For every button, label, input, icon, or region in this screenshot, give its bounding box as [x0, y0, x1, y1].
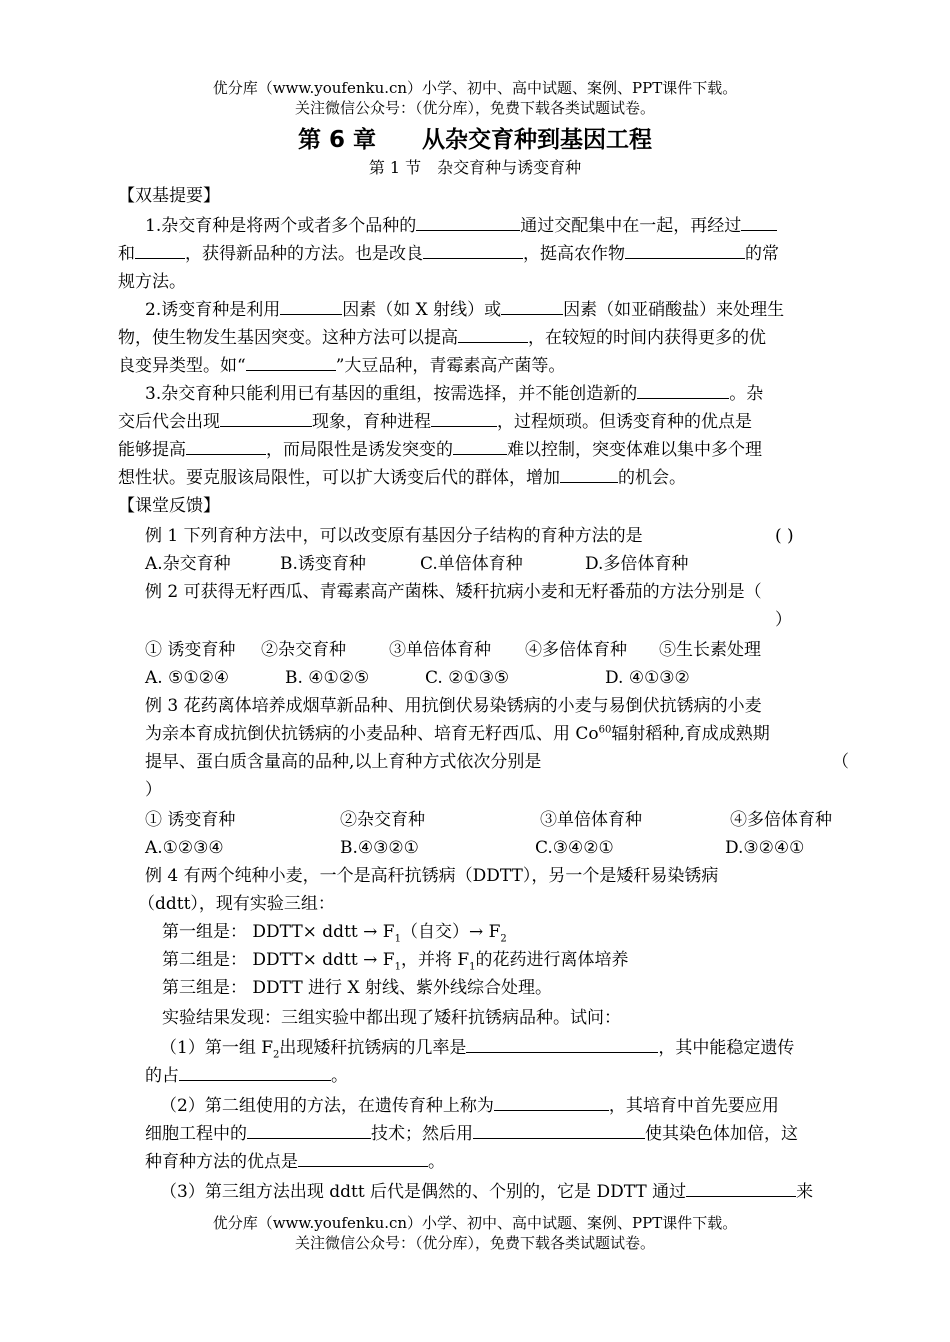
q3-line-4	[118, 465, 823, 491]
ex2-stem: 例 2 可获得无籽西瓜、青霉素高产菌株、矮秆抗病小麦和无籽番茄的方法分别是（	[145, 582, 762, 602]
q2-blank-2[interactable]	[501, 297, 563, 315]
ex2-item-1: ① 诱变育种	[145, 640, 236, 660]
ex4-p2-text-f: 种育种方法的优点是	[145, 1152, 298, 1172]
ex2-option-d[interactable]: D. ④①③②	[605, 668, 690, 688]
ex3-line-2	[145, 721, 850, 747]
q3-text-a: 3.杂交育种只能利用已有基因的重组，按需选择，并不能创造新的	[145, 384, 638, 404]
section-title: 第 1 节 杂交育种与诱变育种	[368, 158, 582, 177]
ex4-g2-sub2: 1	[469, 961, 476, 973]
section-basics-heading: 【双基提要】	[118, 186, 220, 206]
q3-text-b: 。杂	[729, 384, 764, 404]
ex4-part3-line-1	[160, 1179, 865, 1205]
ex4-g1-text: 第一组是： DDTT× ddtt → F	[162, 922, 395, 942]
ex3-options	[145, 835, 850, 861]
ex4-g1-sub2: 2	[500, 933, 507, 945]
ex4-p1-text-e: 。	[331, 1066, 348, 1086]
q1-text-e: ，挺高农作物	[523, 244, 625, 264]
ex2-items	[145, 637, 850, 663]
q3-blank-2[interactable]	[220, 409, 312, 427]
q3-blank-4[interactable]	[186, 437, 266, 455]
ex3-item-4: ④多倍体育种	[730, 810, 832, 830]
ex4-p2-blank-4[interactable]	[298, 1149, 428, 1167]
ex3-option-a[interactable]: A.①②③④	[145, 838, 224, 858]
footer-line-2: 关注微信公众号：（优分库），免费下载各类试题试卷。	[294, 1234, 655, 1252]
ex4-p2-blank-2[interactable]	[247, 1121, 371, 1139]
ex2-option-c[interactable]: C. ②①③⑤	[425, 668, 510, 688]
q2-text-g: ”大豆品种，青霉素高产菌等。	[335, 356, 566, 376]
q3-text-j: 的机会。	[618, 468, 686, 488]
ex1-option-d[interactable]: D.多倍体育种	[585, 554, 689, 574]
header-line-1: 优分库（www.youfenku.cn）小学、初中、高中试题、案例、PPT课件下载。	[212, 79, 738, 97]
ex4-p2-text-a: （2）第二组使用的方法，在遗传育种上称为	[160, 1096, 494, 1116]
ex4-part2-line-2	[145, 1121, 850, 1147]
q1-blank-3[interactable]	[135, 241, 185, 259]
q1-text-a: 1.杂交育种是将两个或者多个品种的	[145, 216, 417, 236]
q3-line-3	[118, 437, 823, 463]
section-feedback-heading: 【课堂反馈】	[118, 496, 220, 516]
ex4-result: 实验结果发现：三组实验中都出现了矮秆抗锈病品种。试问：	[162, 1008, 621, 1028]
q2-text-a: 2.诱变育种是利用	[145, 300, 281, 320]
ex3-item-2: ②杂交育种	[340, 810, 425, 830]
ex4-p1-sub: 2	[273, 1049, 280, 1061]
ex3-items	[145, 807, 850, 833]
q2-text-e: ，在较短的时间内获得更多的优	[528, 328, 766, 348]
ex4-p2-text-c: 细胞工程中的	[145, 1124, 247, 1144]
ex3-superscript: 60	[598, 724, 612, 736]
ex1-stem: 例 1 下列育种方法中，可以改变原有基因分子结构的育种方法的是	[145, 526, 643, 546]
ex2-options	[145, 665, 850, 691]
q3-text-d: 现象，育种进程	[312, 412, 431, 432]
ex4-g2-mid: ，并将 F	[400, 950, 470, 970]
q3-line-1	[145, 381, 850, 407]
ex4-p2-text-e: 使其染色体加倍，这	[645, 1124, 798, 1144]
ex3-option-c[interactable]: C.③④②①	[535, 838, 614, 858]
ex4-g2-text: 第二组是： DDTT× ddtt → F	[162, 950, 395, 970]
q2-text-f: 良变异类型。如“	[118, 356, 246, 376]
ex4-part2-line-1	[160, 1093, 865, 1119]
q2-text-c: 因素（如亚硝酸盐）来处理生	[563, 300, 785, 320]
ex2-item-2: ②杂交育种	[261, 640, 346, 660]
ex4-p2-text-d: 技术；然后用	[371, 1124, 473, 1144]
ex4-p2-blank-3[interactable]	[473, 1121, 645, 1139]
q3-blank-1[interactable]	[637, 381, 729, 399]
q3-blank-3[interactable]	[431, 409, 497, 427]
ex4-g2-end: 的花药进行离体培养	[475, 950, 629, 970]
ex4-p1-blank-2[interactable]	[179, 1063, 331, 1081]
chapter-title: 第 6 章 从杂交育种到基因工程	[297, 127, 653, 153]
ex4-part1-line-1	[160, 1035, 865, 1061]
q3-text-i: 想性状。要克服该局限性，可以扩大诱变后代的群体，增加	[118, 468, 560, 488]
ex4-p1-text-d: 的占	[145, 1066, 179, 1086]
ex3-line-2-text: 为亲本育成抗倒伏抗锈病的小麦品种、培育无籽西瓜、用 Co	[145, 724, 599, 744]
ex3-option-d[interactable]: D.③②④①	[725, 838, 805, 858]
q3-blank-6[interactable]	[560, 465, 618, 483]
ex3-paren-open[interactable]: （	[832, 752, 849, 772]
q1-blank-2[interactable]	[741, 213, 777, 231]
q1-text-f: 的常	[745, 244, 779, 264]
q2-line-3	[118, 353, 823, 379]
ex4-p1-text-a: （1）第一组 F	[160, 1038, 274, 1058]
ex4-p2-text-g: 。	[428, 1152, 445, 1172]
q1-blank-5[interactable]	[625, 241, 745, 259]
ex4-line-2: （ddtt），现有实验三组：	[138, 894, 335, 914]
ex2-option-b[interactable]: B. ④①②⑤	[285, 668, 370, 688]
q3-blank-5[interactable]	[453, 437, 507, 455]
ex1-option-c[interactable]: C.单倍体育种	[420, 554, 523, 574]
q2-line-1	[145, 297, 850, 323]
q1-line-2	[118, 241, 823, 267]
ex3-line-2-end: 辐射稻种,育成成熟期	[611, 724, 770, 744]
q2-text-d: 物，使生物发生基因突变。这种方法可以提高	[118, 328, 458, 348]
ex4-p3-text-a: （3）第三组方法出现 ddtt 后代是偶然的、个别的，它是 DDTT 通过	[160, 1182, 687, 1202]
q1-line-3: 规方法。	[118, 272, 186, 292]
ex4-p1-text-b: 出现矮秆抗锈病的几率是	[279, 1038, 467, 1058]
ex1-option-a[interactable]: A.杂交育种	[145, 554, 231, 574]
header-line-2: 关注微信公众号：（优分库），免费下载各类试题试卷。	[294, 99, 655, 117]
ex4-p3-blank-1[interactable]	[686, 1179, 796, 1197]
ex3-line-1: 例 3 花药离体培养成烟草新品种、用抗倒伏易染锈病的小麦与易倒伏抗锈病的小麦	[145, 696, 762, 716]
q3-text-c: 交后代会出现	[118, 412, 220, 432]
q1-blank-4[interactable]	[423, 241, 523, 259]
footer-line-1: 优分库（www.youfenku.cn）小学、初中、高中试题、案例、PPT课件下载。	[212, 1214, 738, 1232]
ex2-paren-close: ）	[775, 610, 792, 630]
ex4-part1-line-2	[145, 1063, 850, 1089]
ex3-line-3: 提早、蛋白质含量高的品种,以上育种方式依次分别是	[145, 752, 542, 772]
q3-text-e: ，过程烦琐。但诱变育种的优点是	[497, 412, 752, 432]
ex4-g1-sub: 1	[394, 933, 401, 945]
ex4-g2-sub: 1	[394, 961, 401, 973]
ex3-item-1: ① 诱变育种	[145, 810, 236, 830]
ex4-p3-text-b: 来	[796, 1182, 814, 1202]
ex3-option-b[interactable]: B.④③②①	[340, 838, 419, 858]
q1-text-b: 通过交配集中在一起，再经过	[520, 216, 742, 236]
ex2-item-3: ③单倍体育种	[389, 640, 491, 660]
q3-text-f: 能够提高	[118, 440, 186, 460]
q2-text-b: 因素（如 X 射线）或	[342, 300, 502, 320]
q1-text-c: 和	[118, 244, 135, 264]
ex3-paren-close: ）	[145, 780, 162, 800]
ex4-part2-line-3	[145, 1149, 850, 1175]
ex4-line-1: 例 4 有两个纯种小麦，一个是高秆抗锈病（DDTT），另一个是矮秆易染锈病	[145, 866, 719, 886]
ex4-group-2	[162, 947, 867, 973]
ex4-g1-mid: （自交）→ F	[400, 922, 501, 942]
q2-blank-3[interactable]	[458, 325, 528, 343]
ex2-item-5: ⑤生长素处理	[659, 640, 761, 660]
q1-line-1	[145, 213, 850, 239]
ex3-item-3: ③单倍体育种	[540, 810, 642, 830]
q3-text-h: 难以控制，突变体难以集中多个理	[507, 440, 762, 460]
ex1-answer-paren[interactable]: ( )	[775, 526, 794, 546]
q2-blank-1[interactable]	[280, 297, 342, 315]
ex4-p2-blank-1[interactable]	[494, 1093, 609, 1111]
ex4-group-1	[162, 919, 867, 945]
ex4-p1-text-c: ，其中能稳定遗传	[658, 1038, 795, 1058]
ex4-group-3: 第三组是： DDTT 进行 X 射线、紫外线综合处理。	[162, 978, 552, 998]
ex1-options	[145, 551, 850, 577]
q2-blank-4[interactable]	[246, 353, 336, 371]
q1-text-d: ，获得新品种的方法。也是改良	[185, 244, 423, 264]
ex2-option-a[interactable]: A. ⑤①②④	[145, 668, 230, 688]
q2-line-2	[118, 325, 823, 351]
q3-line-2	[118, 409, 823, 435]
ex1-option-b[interactable]: B.诱变育种	[280, 554, 366, 574]
q3-text-g: ，而局限性是诱发突变的	[266, 440, 453, 460]
q1-blank-1[interactable]	[416, 213, 520, 231]
ex4-p1-blank-1[interactable]	[466, 1035, 658, 1053]
ex4-p2-text-b: ，其培育中首先要应用	[608, 1096, 779, 1116]
ex2-item-4: ④多倍体育种	[525, 640, 627, 660]
